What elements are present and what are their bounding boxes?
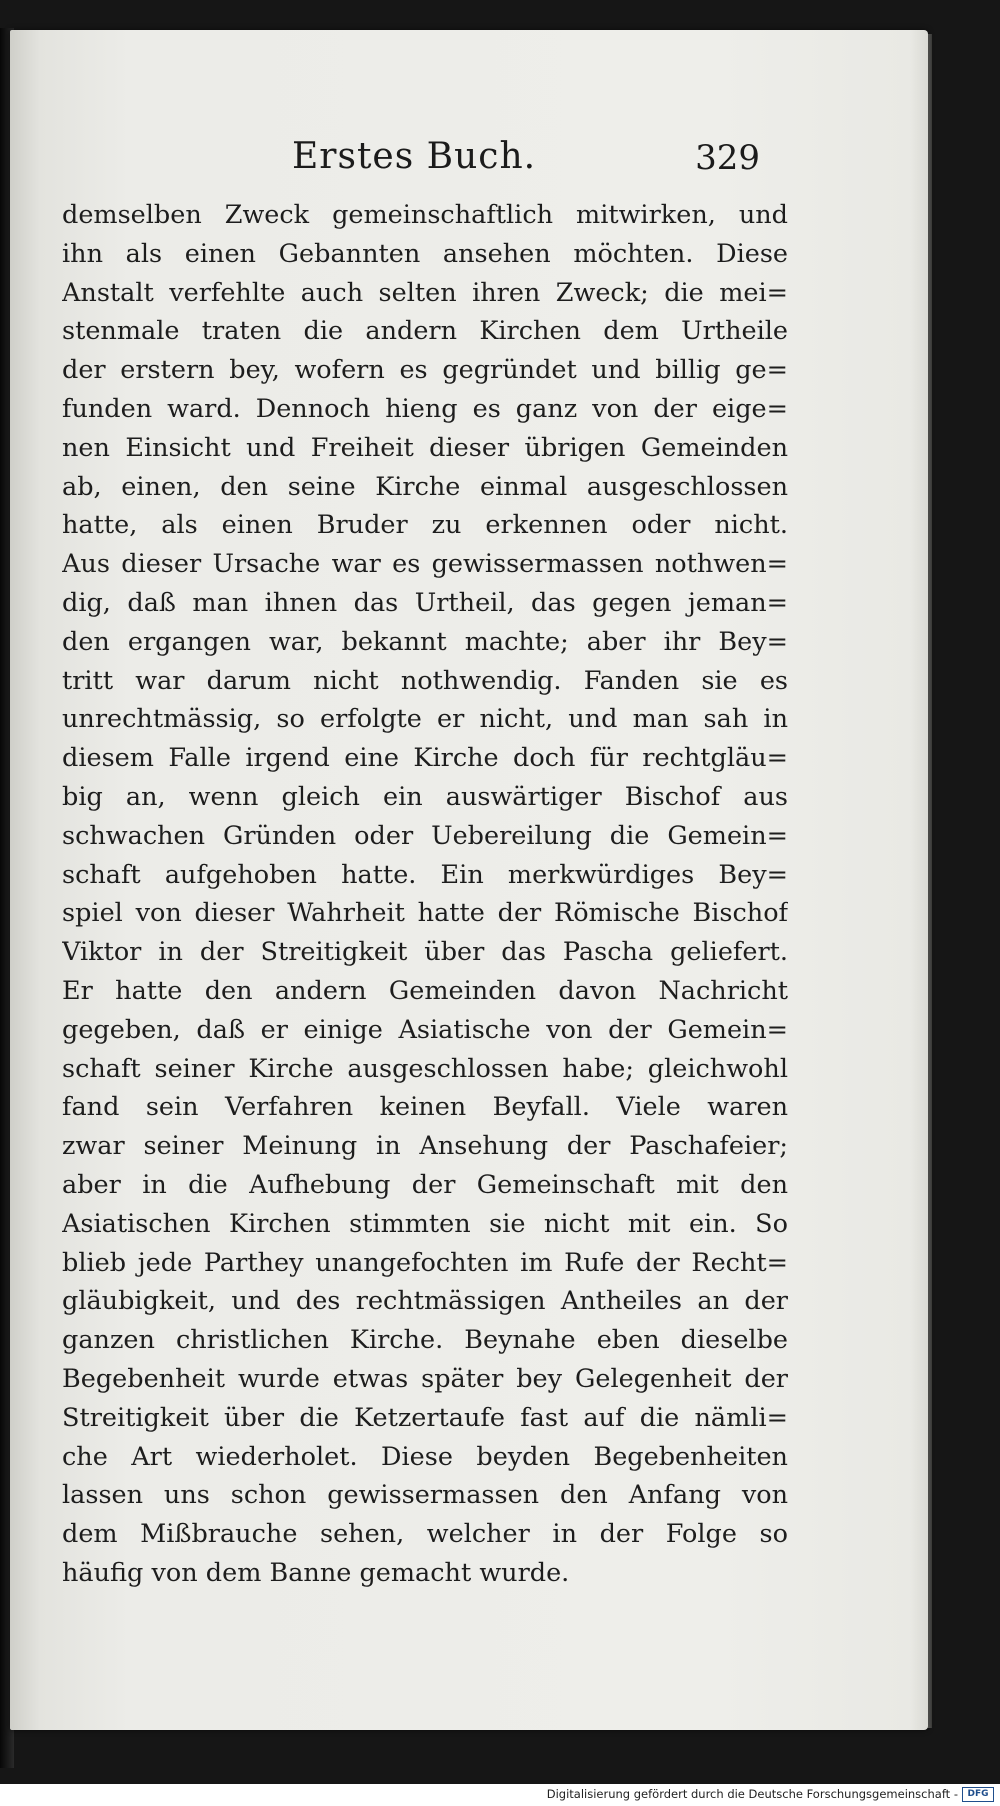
text-line: stenmale traten die andern Kirchen dem Urtheile [62, 316, 788, 347]
text-line: aber in die Aufhebung der Gemeinschaft mit den [62, 1169, 788, 1200]
text-line: schaft seiner Kirche ausgeschlossen habe; gleichwohl [62, 1053, 788, 1084]
running-title: Erstes Buch. [292, 136, 537, 177]
text-line: Aus dieser Ursache war es gewissermassen nothwen= [62, 549, 788, 580]
text-line: nen Einsicht und Freiheit dieser übrigen Gemeinden [62, 432, 788, 463]
text-line: big an, wenn gleich ein auswärtiger Bischof aus [62, 781, 788, 812]
text-line: che Art wiederholet. Diese beyden Begebenheiten [62, 1441, 788, 1472]
text-line: blieb jede Parthey unangefochten im Rufe der Recht= [62, 1247, 788, 1278]
body-text [62, 196, 788, 1596]
text-line: tritt war darum nicht nothwendig. Fanden sie es [62, 665, 788, 696]
text-line: Anstalt verfehlte auch selten ihren Zweck; die mei= [62, 277, 788, 308]
text-line: Er hatte den andern Gemeinden davon Nachricht [62, 975, 788, 1006]
text-line: funden ward. Dennoch hieng es ganz von der eige= [62, 393, 788, 424]
text-line: häufig von dem Banne gemacht wurde. [62, 1557, 570, 1588]
text-line: der erstern bey, wofern es gegründet und billig ge= [62, 355, 788, 386]
text-line: gläubigkeit, und des rechtmässigen Antheiles an der [62, 1286, 788, 1317]
text-line: lassen uns schon gewissermassen den Anfang von [62, 1480, 788, 1511]
text-line: zwar seiner Meinung in Ansehung der Paschafeier; [62, 1131, 788, 1162]
text-line: dig, daß man ihnen das Urtheil, das gegen jeman= [62, 587, 788, 618]
text-line: Begebenheit wurde etwas später bey Gelegenheit der [62, 1363, 788, 1394]
text-line: dem Mißbrauche sehen, welcher in der Folge so [62, 1519, 788, 1550]
text-line: hatte, als einen Bruder zu erkennen oder nicht. [62, 510, 788, 541]
text-line: Viktor in der Streitigkeit über das Pascha geliefert. [62, 937, 788, 968]
running-head [280, 136, 760, 192]
funding-credit: Digitalisierung gefördert durch die Deutsche Forschungsgemeinschaft - [546, 1787, 958, 1801]
text-line: diesem Falle irgend eine Kirche doch für rechtgläu= [62, 743, 788, 774]
dfg-logo-icon: DFG [962, 1787, 994, 1802]
text-line: Asiatischen Kirchen stimmten sie nicht mit ein. So [62, 1208, 788, 1239]
text-line: gegeben, daß er einige Asiatische von der Gemein= [62, 1014, 788, 1045]
text-line: schwachen Gründen oder Uebereilung die Gemein= [62, 820, 788, 851]
text-line: den ergangen war, bekannt machte; aber ihr Bey= [62, 626, 788, 657]
page-number: 329 [695, 138, 760, 178]
footer-bar [0, 1784, 1000, 1806]
text-line: ab, einen, den seine Kirche einmal ausgeschlossen [62, 471, 788, 502]
text-line: schaft aufgehoben hatte. Ein merkwürdiges Bey= [62, 859, 788, 890]
text-line: spiel von dieser Wahrheit hatte der Römische Bischof [62, 898, 788, 929]
text-line: ihn als einen Gebannten ansehen möchten. Diese [62, 238, 788, 269]
text-line: Streitigkeit über die Ketzertaufe fast auf die nämli= [62, 1402, 788, 1433]
text-line: demselben Zweck gemeinschaftlich mitwirken, und [62, 200, 788, 230]
text-line: ganzen christlichen Kirche. Beynahe eben dieselbe [62, 1325, 788, 1356]
text-line: fand sein Verfahren keinen Beyfall. Viele waren [62, 1092, 788, 1123]
text-line: unrechtmässig, so erfolgte er nicht, und man sah in [62, 704, 788, 735]
